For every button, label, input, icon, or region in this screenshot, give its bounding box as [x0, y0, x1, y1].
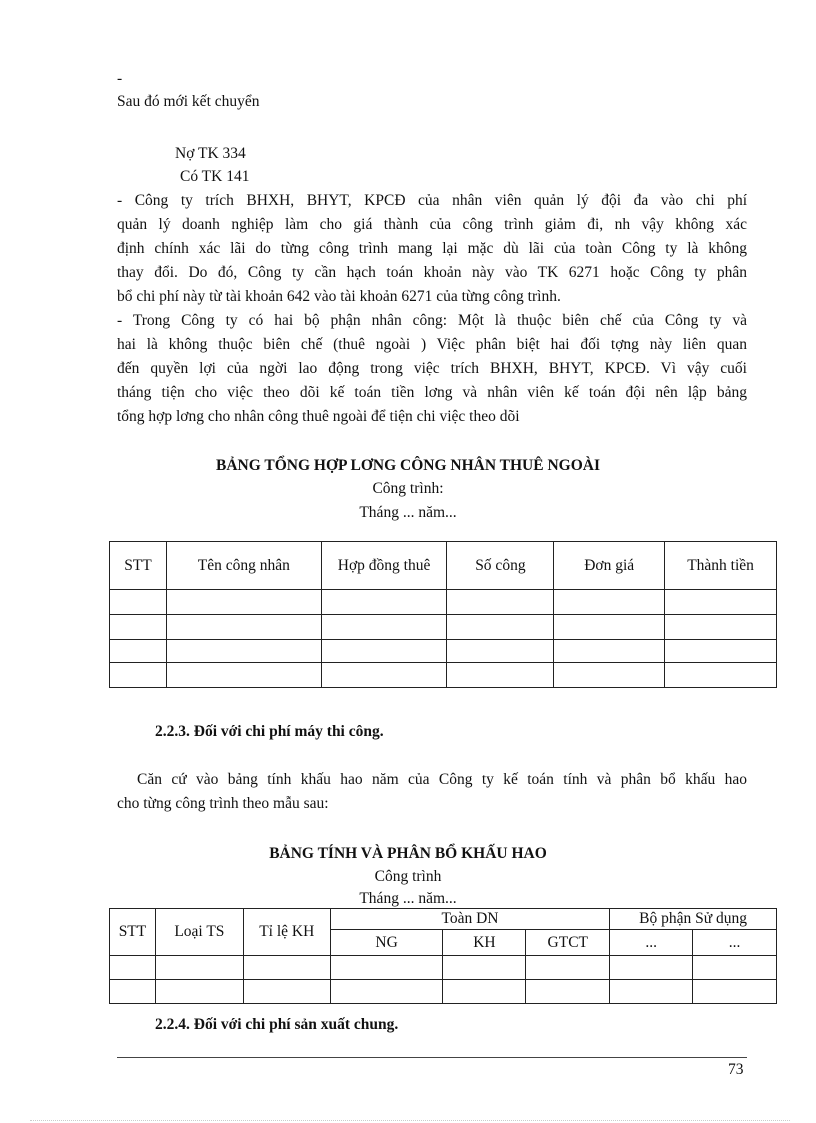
table1-title: BẢNG TỔNG HỢP LƠNG CÔNG NHÂN THUÊ NGOÀI: [216, 457, 600, 474]
page-number: 73: [728, 1061, 744, 1078]
footer-rule: [117, 1057, 747, 1058]
subheader-cell: KH: [443, 930, 526, 956]
header-cell: Loại TS: [155, 909, 243, 956]
para1-line: bổ chi phí này từ tài khoản 642 vào tài khoản 6271 của từng công trình.: [117, 288, 561, 305]
subheader-cell: NG: [330, 930, 443, 956]
para2-line: tháng tiện cho việc theo dõi kế toán tiền lơng và nhân viên kế toán đội nên lập bảng: [117, 384, 747, 401]
table1-period: Tháng ... năm...: [359, 504, 457, 521]
table-row: [110, 663, 777, 688]
table2-subtitle: Công trình: [374, 868, 442, 885]
header-cell: Tên công nhân: [166, 542, 321, 590]
table-header-row: [110, 909, 777, 930]
table2-period: Tháng ... năm...: [359, 890, 457, 907]
table2-title: BẢNG TÍNH VÀ PHÂN BỔ KHẤU HAO: [269, 845, 547, 862]
para3-line: Căn cứ vào bảng tính khấu hao năm của Công ty kế toán tính và phân bổ khấu hao: [137, 771, 747, 788]
para3-line: cho từng công trình theo mẫu sau:: [117, 795, 329, 812]
table1-subtitle: Công trình:: [372, 480, 444, 497]
header-cell: Toàn DN: [330, 909, 610, 930]
payroll-table: [109, 541, 777, 688]
debit-entry: Nợ TK 334: [175, 145, 246, 162]
para1-line: quản lý doanh nghiệp làm cho giá thành của công trình giảm đi, nh vậy không xác: [117, 216, 747, 233]
depreciation-table: [109, 908, 777, 1004]
header-cell: Đơn giá: [554, 542, 665, 590]
header-cell: Bộ phận Sử dụng: [610, 909, 777, 930]
header-cell: STT: [110, 542, 167, 590]
header-cell: Hợp đồng thuê: [321, 542, 447, 590]
table-row: [110, 956, 777, 980]
para1-line: định chính xác lãi do từng công trình mang lại mặc dù lãi của toàn Công ty là không: [117, 240, 747, 257]
para1-line: - Công ty trích BHXH, BHYT, KPCĐ của nhân viên quản lý đội đa vào chi phí: [117, 192, 747, 209]
section-heading-224: 2.2.4. Đối với chi phí sản xuất chung.: [155, 1016, 399, 1033]
header-cell: Thành tiền: [665, 542, 777, 590]
top-dash: -: [117, 70, 123, 87]
header-cell: Tỉ lệ KH: [243, 909, 330, 956]
subheader-cell: GTCT: [526, 930, 610, 956]
table-row: [110, 640, 777, 663]
intro-text: Sau đó mới kết chuyển: [117, 93, 260, 110]
header-cell: Số công: [447, 542, 554, 590]
para1-line: thay đổi. Do đó, Công ty cần hạch toán khoản này vào TK 6271 hoặc Công ty phân: [117, 264, 747, 281]
section-heading-223: 2.2.3. Đối với chi phí máy thi công.: [155, 723, 384, 740]
table-row: [110, 615, 777, 640]
para2-line: đến quyền lợi của ngời lao động trong việc trích BHXH, BHYT, KPCĐ. Vì vậy cuối: [117, 360, 747, 377]
subheader-cell: ...: [610, 930, 693, 956]
subheader-cell: ...: [693, 930, 777, 956]
header-cell: STT: [110, 909, 156, 956]
page-edge-divider: [30, 1120, 790, 1121]
para2-line: tổng hợp lơng cho nhân công thuê ngoài để tiện chi việc theo dõi: [117, 408, 520, 425]
para2-line: - Trong Công ty có hai bộ phận nhân công: Một là thuộc biên chế của Công ty và: [117, 312, 747, 329]
table-header-row: [110, 542, 777, 590]
credit-entry: Có TK 141: [180, 168, 250, 185]
table-row: [110, 590, 777, 615]
para2-line: hai là không thuộc biên chế (thuê ngoài ) Việc phân biệt hai đối tợng này liên quan: [117, 336, 747, 353]
table-row: [110, 980, 777, 1004]
